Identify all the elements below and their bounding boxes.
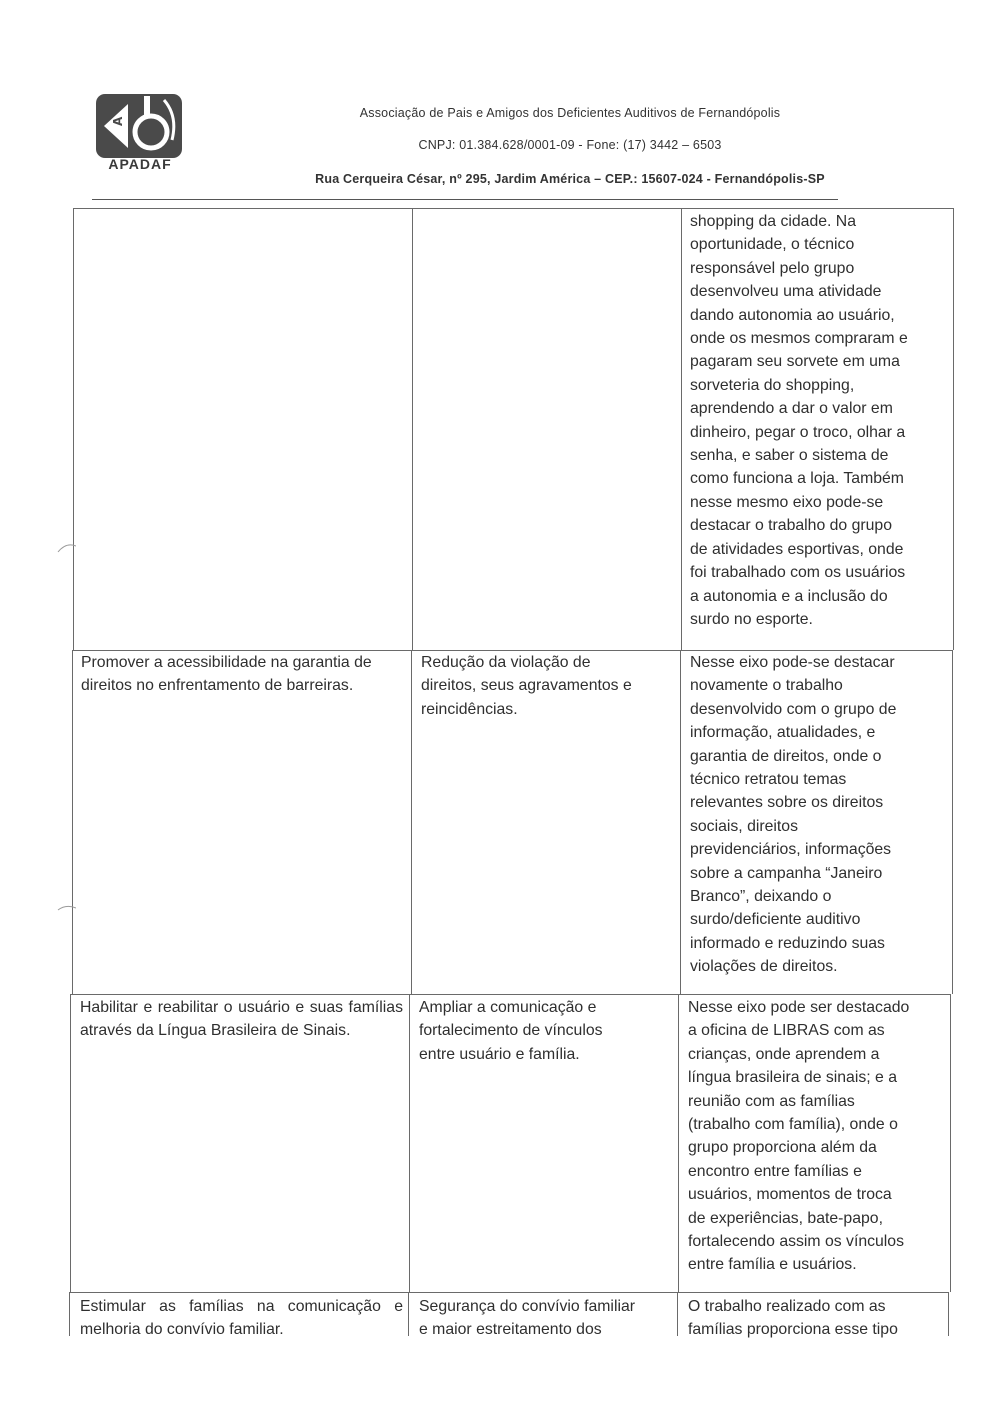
- organization-address: Rua Cerqueira César, nº 295, Jardim América – CEP.: 15607-024 - Fernandópolis-SP: [315, 172, 825, 186]
- table-row-4-description: O trabalho realizado com as famílias proporciona esse tipo: [688, 1298, 898, 1339]
- table-row-4-result: Segurança do convívio familiar e maior estreitamento dos: [419, 1298, 636, 1339]
- table-row-4-objective: Estimular as famílias na comunicação e melhoria do convívio familiar.: [80, 1298, 403, 1339]
- punch-hole-mark-icon: [56, 900, 76, 916]
- table-row-2-result: Redução da violação de direitos, seus agravamentos e reincidências.: [421, 654, 632, 718]
- organization-cnpj-phone: CNPJ: 01.384.628/0001-09 - Fone: (17) 3442 – 6503: [418, 138, 722, 152]
- table-row-3-result: Ampliar a comunicação e fortalecimento de vínculos entre usuário e família.: [419, 999, 603, 1063]
- header-divider: [92, 199, 838, 200]
- table-row-3-description: Nesse eixo pode ser destacado a oficina de LIBRAS com as crianças, onde aprendem a língua brasileira de sinais; e a reunião com as famílias (trabalho com família), onde o grupo proporciona além da encontro entre famílias e usuários, momentos de troca de experiências, bate-papo, fortalecendo assim os vínculos entre família e usuários.: [688, 999, 910, 1274]
- logo-caption: APADAF: [108, 156, 172, 172]
- table-row-1-description: shopping da cidade. Na oportunidade, o técnico responsável pelo grupo desenvolveu uma atividade dando autonomia ao usuário, onde os mesmos compraram e pagaram seu sorvete em uma sorveteria do shopping, aprendendo a dar o valor em dinheiro, pegar o troco, olhar a senha, e saber o sistema de como funciona a loja. Também nesse mesmo eixo pode-se destacar o trabalho do grupo de atividades esportivas, onde foi trabalhado com os usuários a autonomia e a inclusão do surdo no esporte.: [690, 213, 908, 628]
- table-row-2-description: Nesse eixo pode-se destacar novamente o trabalho desenvolvido com o grupo de informação, atualidades, e garantia de direitos, onde o técnico retratou temas relevantes sobre os direitos sociais, direitos previdenciários, informações sobre a campanha “Janeiro Branco”, deixando o surdo/deficiente auditivo informado e reduzindo suas violações de direitos.: [690, 654, 897, 976]
- table-row-2-objective: Promover a acessibilidade na garantia de direitos no enfrentamento de barreiras.: [81, 654, 372, 695]
- organization-name: Associação de Pais e Amigos dos Deficientes Auditivos de Fernandópolis: [359, 106, 781, 120]
- punch-hole-mark-icon: [56, 540, 76, 556]
- logo-letter: A: [111, 116, 125, 126]
- table-row-3-objective: Habilitar e reabilitar o usuário e suas famílias através da Língua Brasileira de Sinais.: [80, 999, 403, 1040]
